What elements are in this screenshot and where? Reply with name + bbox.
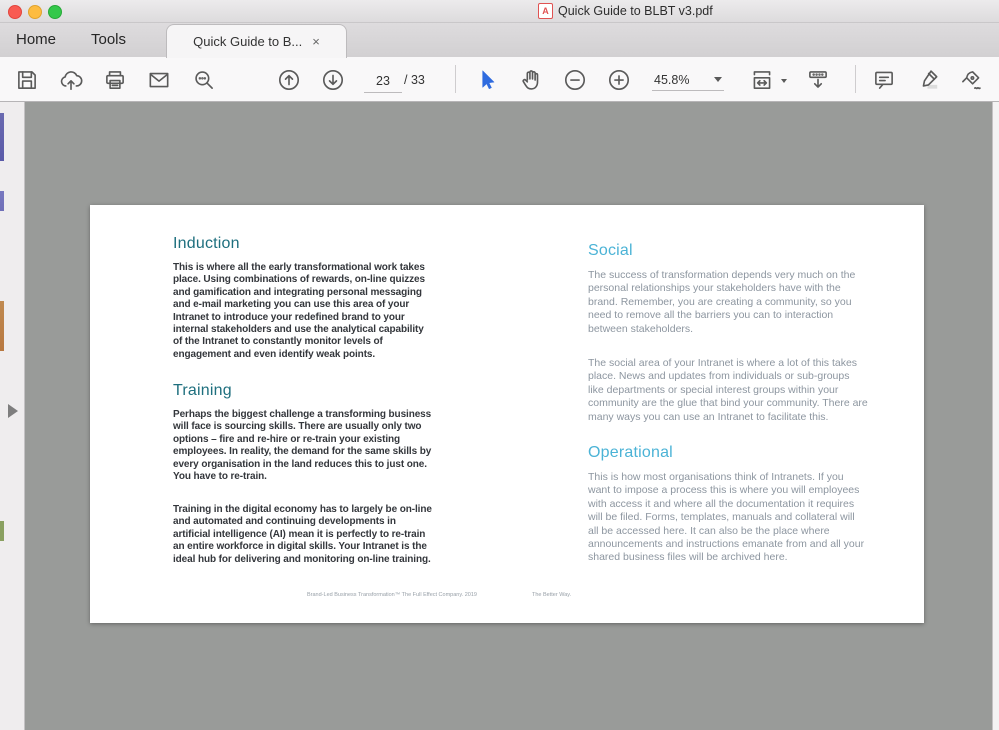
save-button[interactable]: [12, 65, 42, 95]
section-heading-induction: Induction: [173, 235, 240, 252]
section-heading-operational: Operational: [588, 444, 673, 461]
tab-bar: [0, 22, 999, 57]
main-toolbar: [0, 57, 999, 102]
window-titlebar: [0, 0, 999, 23]
email-button[interactable]: [144, 65, 174, 95]
page-footer-right: The Better Way.: [532, 592, 572, 598]
panel-toggle-icon[interactable]: [8, 404, 18, 418]
scrollbar-track[interactable]: [992, 101, 999, 730]
hand-tool-button[interactable]: [516, 65, 546, 95]
fill-sign-button[interactable]: [956, 65, 986, 95]
circle-plus-icon: [606, 67, 632, 93]
background-app-sliver: [0, 101, 4, 730]
fountain-pen-icon: [958, 67, 984, 93]
minimize-window-button[interactable]: [28, 5, 42, 19]
circle-minus-icon: [562, 67, 588, 93]
page-number-input[interactable]: [364, 69, 402, 93]
search-button[interactable]: [189, 65, 219, 95]
save-icon: [14, 67, 40, 93]
document-viewport[interactable]: [0, 101, 999, 730]
chevron-down-icon: [714, 77, 722, 82]
training-paragraph-2: Training in the digital economy has to largely be on-line and automated and continuing developments in artificial intelligence (AI) mean it is perfectly to re-train an entire workforce in digital skills. Your Intranet is the ideal hub for delivering and monitoring on-line training.: [173, 504, 432, 565]
zoom-window-button[interactable]: [48, 5, 62, 19]
fit-width-icon: [749, 67, 775, 93]
cloud-upload-icon: [58, 67, 84, 93]
tab-home[interactable]: Home: [16, 31, 57, 48]
tab-document-label: Quick Guide to B...: [193, 34, 303, 49]
hand-icon: [518, 67, 544, 93]
induction-paragraph: This is where all the early transformational work takes place. Using combinations of rewards, on-line quizzes and gamification and integrating personal messaging and e-mail marketing you can use this area of your Intranet to introduce your redefined brand to your internal stakeholders and use the analytical capability of the Intranet to constantly monitor levels of engagement and even identify weak points.: [173, 262, 425, 360]
page-scroll-icon: [805, 67, 831, 93]
comment-button[interactable]: [869, 65, 899, 95]
zoom-in-button[interactable]: [604, 65, 634, 95]
zoom-level-value: 45.8%: [654, 72, 690, 87]
scroll-mode-button[interactable]: [803, 65, 833, 95]
section-heading-training: Training: [173, 382, 232, 399]
pdf-file-icon: A: [538, 3, 553, 19]
print-button[interactable]: [100, 65, 130, 95]
page-footer-left: Brand-Led Business Transformation™ The Full Effect Company. 2019: [307, 592, 477, 598]
pointer-arrow-icon: [474, 67, 500, 93]
select-tool-button[interactable]: [472, 65, 502, 95]
marker-pen-icon: [915, 67, 941, 93]
fit-width-chevron-icon[interactable]: [781, 79, 787, 83]
tab-document[interactable]: [166, 24, 347, 58]
social-paragraph-1: The success of transformation depends very much on the personal relationships your stakeholders have with the brand. Remember, you are creating a community, so you need to remove all the barriers you can to interaction between stakeholders.: [588, 269, 856, 335]
close-tab-icon[interactable]: ×: [312, 34, 320, 49]
previous-page-button[interactable]: [274, 65, 304, 95]
social-paragraph-2: The social area of your Intranet is where a lot of this takes place. News and updates from individuals or sub-groups like departments or special interest groups within your community are the glue that bind your community. There are many ways you can use an Intranet to facilitate this.: [588, 357, 868, 423]
search-icon: [191, 67, 217, 93]
envelope-icon: [146, 67, 172, 93]
fit-width-button[interactable]: [747, 65, 777, 95]
speech-bubble-icon: [871, 67, 897, 93]
pdf-page: [90, 205, 924, 623]
circle-arrow-up-icon: [276, 67, 302, 93]
navigation-pane-strip: [0, 101, 25, 730]
circle-arrow-down-icon: [320, 67, 346, 93]
share-upload-button[interactable]: [56, 65, 86, 95]
operational-paragraph: This is how most organisations think of Intranets. If you want to impose a process this is where you will employees with access it and where all the documentation it requires will be filed. Forms, templates, manuals and collateral will all be accessed here. It can also be the place where announcements and instructions emanate from and all your shared business files will be archived here.: [588, 471, 865, 564]
printer-icon: [102, 67, 128, 93]
close-window-button[interactable]: [8, 5, 22, 19]
highlight-button[interactable]: [913, 65, 943, 95]
tab-tools[interactable]: Tools: [91, 31, 127, 48]
window-title-text: Quick Guide to BLBT v3.pdf: [558, 4, 713, 18]
zoom-level-dropdown[interactable]: [652, 69, 724, 91]
section-heading-social: Social: [588, 242, 633, 259]
zoom-out-button[interactable]: [560, 65, 590, 95]
next-page-button[interactable]: [318, 65, 348, 95]
toolbar-divider: [455, 65, 456, 93]
training-paragraph-1: Perhaps the biggest challenge a transforming business will face is sourcing skills. There are usually only two options – fire and re-hire or re-train your existing employees. In reality, the demand for the same skills by every organisation in the land reduces this to just one. You have to re-train.: [173, 409, 432, 483]
window-title: [538, 3, 713, 19]
toolbar-divider: [855, 65, 856, 93]
page-count-label: / 33: [404, 73, 425, 87]
